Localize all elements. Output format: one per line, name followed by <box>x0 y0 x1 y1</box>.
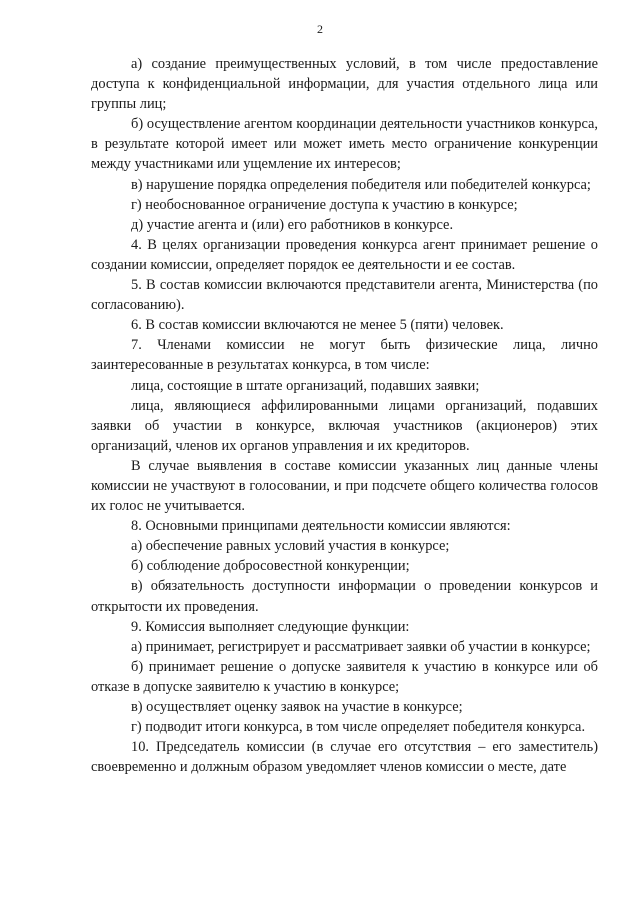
paragraph-8b: б) соблюдение добросовестной конкуренции; <box>131 558 410 575</box>
paragraph-3b: б) осуществление агентом координации деятельности участников конкурса, в результате которой имеет или может иметь место ограничение конкуренции между участниками или ущемление их интересов; <box>91 116 598 173</box>
paragraph-8v: в) обязательность доступности информации о проведении конкурсов и открытости их проведения. <box>91 578 598 615</box>
paragraph-10: 10. Председатель комиссии (в случае его отсутствия – его заместитель) своевременно и должным образом уведомляет членов комиссии о месте, дате <box>91 739 598 776</box>
paragraph-9b: б) принимает решение о допуске заявителя к участию в конкурсе или об отказе в допуске заявителю к участию в конкурсе; <box>91 658 598 695</box>
paragraph-3g: г) необоснованное ограничение доступа к участию в конкурсе; <box>131 196 518 213</box>
paragraph-3v: в) нарушение порядка определения победителя или победителей конкурса; <box>131 176 591 193</box>
document-body <box>91 54 598 777</box>
paragraph-7-item-staff: лица, состоящие в штате организаций, подавших заявки; <box>131 377 480 394</box>
paragraph-9: 9. Комиссия выполняет следующие функции: <box>131 618 410 635</box>
paragraph-7-item-affiliated: лица, являющиеся аффилированными лицами организаций, подавших заявки об участии в конкурсе, включая участников (акционеров) этих организаций, членов их органов управления и их кредиторов. <box>91 397 598 454</box>
paragraph-5: 5. В состав комиссии включаются представители агента, Министерства (по согласованию). <box>91 277 598 314</box>
paragraph-9v: в) осуществляет оценку заявок на участие в конкурсе; <box>131 699 463 715</box>
paragraph-6: 6. В состав комиссии включаются не менее 5 (пяти) человек. <box>131 317 504 334</box>
paragraph-9a: а) принимает, регистрирует и рассматривает заявки об участии в конкурсе; <box>131 638 591 655</box>
paragraph-4: 4. В целях организации проведения конкурса агент принимает решение о создании комиссии, определяет порядок ее деятельности и ее состав. <box>91 236 598 273</box>
paragraph-3d: д) участие агента и (или) его работников в конкурсе. <box>131 216 454 233</box>
paragraph-8a: а) обеспечение равных условий участия в конкурсе; <box>131 538 450 555</box>
paragraph-7: 7. Членами комиссии не могут быть физические лица, лично заинтересованные в результатах конкурса, в том числе: <box>91 337 598 374</box>
paragraph-9g: г) подводит итоги конкурса, в том числе определяет победителя конкурса. <box>131 719 586 736</box>
paragraph-7-note: В случае выявления в составе комиссии указанных лиц данные члены комиссии не участвуют в голосовании, и при подсчете общего количества голосов их голос не учитывается. <box>91 457 598 515</box>
page-number: 2 <box>317 22 323 36</box>
paragraph-8: 8. Основными принципами деятельности комиссии являются: <box>131 518 511 535</box>
paragraph-3a: а) создание преимущественных условий, в том числе предоставление доступа к конфиденциальной информации, для участия отдельного лица или группы лиц; <box>91 56 598 113</box>
